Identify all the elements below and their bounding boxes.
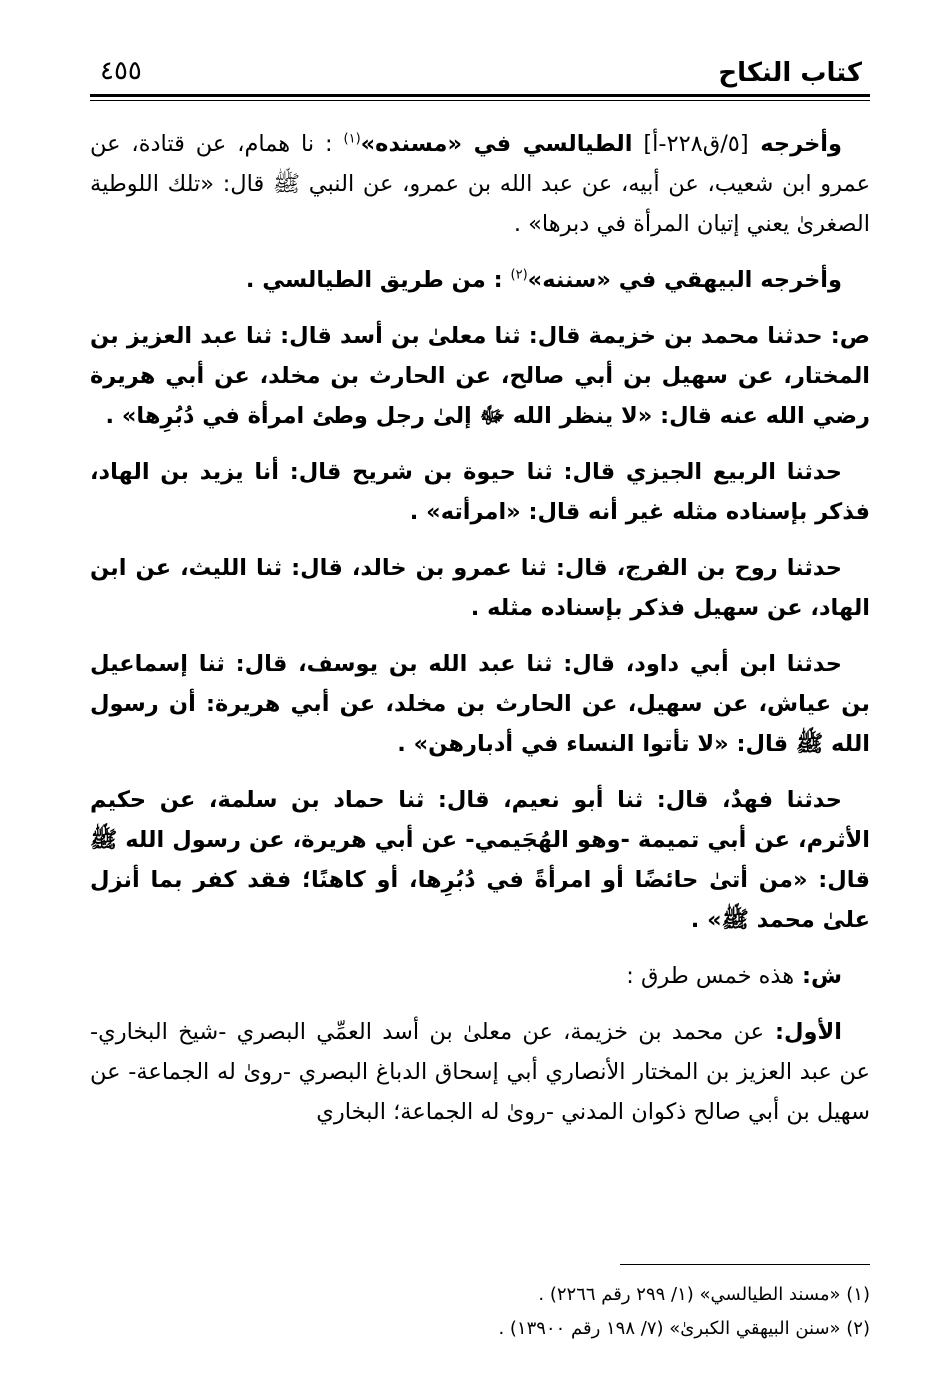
text-run: حدثنا روح بن الفرج، قال: ثنا عمرو بن خالد، قال: ثنا الليث، عن ابن الهاد، عن سهيل فذكر بإسناده مثله .: [90, 555, 870, 621]
paragraph: [90, 644, 870, 764]
paragraph: [90, 956, 870, 996]
text-run: وأخرجه: [748, 131, 843, 157]
footnote: (٢) «سنن البيهقي الكبرىٰ» (٧/ ١٩٨ رقم ١٣٩٠٠) .: [498, 1318, 870, 1339]
paragraph: [90, 452, 870, 532]
header-rule-thin: [90, 100, 870, 101]
header-rule-thick: [90, 94, 870, 97]
running-title: كتاب النكاح: [718, 58, 862, 88]
paragraph: [90, 260, 870, 300]
paragraph: [90, 316, 870, 436]
text-run: عن محمد بن خزيمة، عن معلىٰ بن أسد العمِّي البصري -شيخ البخاري- عن عبد العزيز بن المختار الأنصاري أبي إسحاق الدباغ البصري -روىٰ له الجماعة- عن سهيل بن أبي صالح ذكوان المدني -روىٰ له الجماعة؛ البخاري: [90, 1019, 870, 1125]
text-run: الأول:: [764, 1019, 842, 1045]
text-run: حدثنا الربيع الجيزي قال: ثنا حيوة بن شريح قال: أنا يزيد بن الهاد، فذكر بإسناده مثله غير أنه قال: «امرأته» .: [90, 459, 870, 525]
text-run: : نا همام، عن قتادة، عن عمرو ابن شعيب، عن أبيه، عن عبد الله بن عمرو، عن النبي ﷺ قال: «تلك اللوطية الصغرىٰ يعني إتيان المرأة في دبرها» .: [90, 131, 870, 237]
footnotes: [90, 1278, 870, 1346]
paragraph: [90, 1012, 870, 1132]
text-run: ص: حدثنا محمد بن خزيمة قال: ثنا معلىٰ بن أسد قال: ثنا عبد العزيز بن المختار، عن سهيل بن أبي صالح، عن الحارث بن مخلد، عن أبي هريرة رضي الله عنه قال: «لا ينظر الله ﷻ إلىٰ رجل وطئ امرأة في دُبُرِها» .: [90, 323, 870, 429]
footnote-separator: [620, 1264, 870, 1265]
footnote-ref: (٢): [510, 267, 528, 283]
paragraph: [90, 548, 870, 628]
footnote-ref: (١): [343, 131, 361, 147]
text-run: : من طريق الطيالسي .: [245, 267, 511, 293]
text-run: حدثنا ابن أبي داود، قال: ثنا عبد الله بن يوسف، قال: ثنا إسماعيل بن عياش، عن سهيل، عن الحارث بن مخلد، عن أبي هريرة: أن رسول الله ﷺ قال: «لا تأتوا النساء في أدبارهن» .: [90, 651, 870, 757]
text-run: هذه خمس طرق :: [626, 963, 795, 989]
text-run: حدثنا فهدٌ، قال: ثنا أبو نعيم، قال: ثنا حماد بن سلمة، عن حكيم الأثرم، عن أبي تميمة -وهو الهُجَيمي- عن أبي هريرة، عن رسول الله ﷺ قال: «من أتىٰ حائضًا أو امرأةً في دُبُرِها، أو كاهنًا؛ فقد كفر بما أنزل علىٰ محمد ﷺ» .: [90, 787, 870, 933]
page-header: [90, 40, 870, 94]
paragraph: [90, 124, 870, 244]
book-page: [90, 40, 870, 1340]
text-run: [٥/ق٢٢٨-أ]: [632, 131, 749, 157]
text-run: ش:: [794, 963, 842, 989]
page-number: ٤٥٥: [100, 56, 142, 86]
text-run: وأخرجه البيهقي في «سننه»: [527, 267, 842, 293]
text-run: الطيالسي في «مسنده»: [360, 131, 633, 157]
footnote: (١) «مسند الطيالسي» (١/ ٢٩٩ رقم ٢٢٦٦) .: [538, 1284, 870, 1305]
paragraph: [90, 780, 870, 940]
main-text: [90, 124, 870, 1148]
